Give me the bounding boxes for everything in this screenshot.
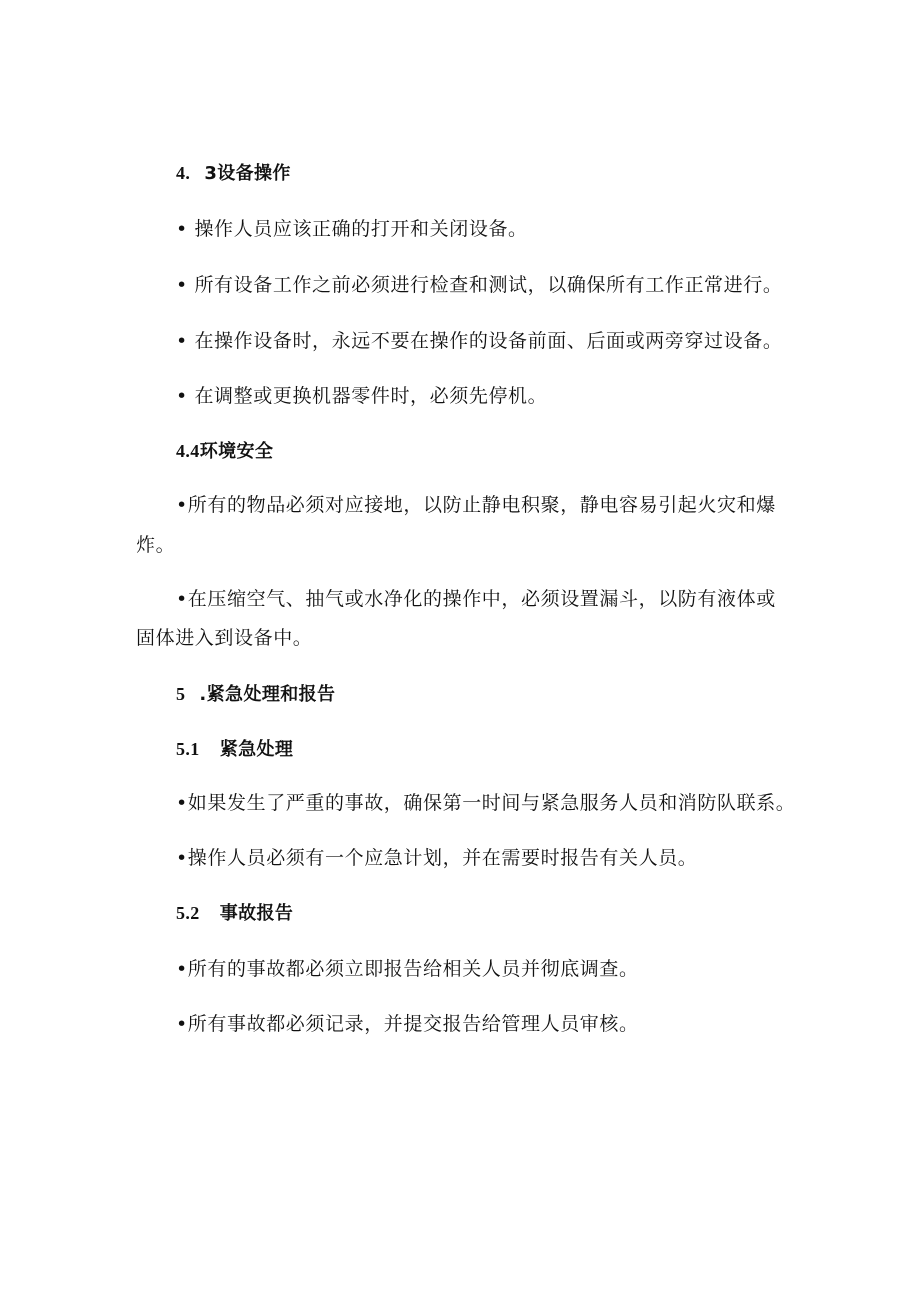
section-heading-5-2 xyxy=(176,900,293,927)
heading-text: .紧急处理和报告 xyxy=(199,684,336,705)
section-heading-5 xyxy=(176,681,335,708)
paragraph-bullet: • 在操作设备时，永远不要在操作的设备前面、后面或两旁穿过设备。 xyxy=(176,330,783,352)
heading-text: 3设备操作 xyxy=(204,163,291,184)
paragraph-bullet: • 在调整或更换机器零件时，必须先停机。 xyxy=(176,385,548,407)
paragraph-bullet-line-2: 炸。 xyxy=(136,534,176,556)
section-heading-4-3 xyxy=(176,160,291,187)
heading-text: 事故报告 xyxy=(219,903,294,924)
section-heading-5-1 xyxy=(176,736,293,763)
heading-number: 5 xyxy=(176,684,186,704)
paragraph-bullet: •如果发生了严重的事故，确保第一时间与紧急服务人员和消防队联系。 xyxy=(176,792,796,814)
heading-text: 紧急处理 xyxy=(219,739,294,760)
paragraph-bullet: •所有事故都必须记录，并提交报告给管理人员审核。 xyxy=(176,1013,639,1035)
paragraph-bullet-line-1: •在压缩空气、抽气或水净化的操作中，必须设置漏斗，以防有液体或 xyxy=(176,588,776,610)
heading-text: 环境安全 xyxy=(199,441,274,462)
heading-number: 4.4 xyxy=(176,441,200,461)
paragraph-bullet: •操作人员必须有一个应急计划，并在需要时报告有关人员。 xyxy=(176,847,698,869)
heading-number: 5.1 xyxy=(176,739,200,759)
paragraph-bullet-line-2: 固体进入到设备中。 xyxy=(136,627,313,649)
heading-number: 4. xyxy=(176,163,191,183)
paragraph-bullet: • 所有设备工作之前必须进行检查和测试，以确保所有工作正常进行。 xyxy=(176,274,783,296)
paragraph-bullet: •所有的事故都必须立即报告给相关人员并彻底调查。 xyxy=(176,958,639,980)
section-heading-4-4 xyxy=(176,438,273,465)
paragraph-bullet-line-1: •所有的物品必须对应接地，以防止静电积聚，静电容易引起火灾和爆 xyxy=(176,494,776,516)
paragraph-bullet: • 操作人员应该正确的打开和关闭设备。 xyxy=(176,218,528,240)
heading-number: 5.2 xyxy=(176,903,200,923)
